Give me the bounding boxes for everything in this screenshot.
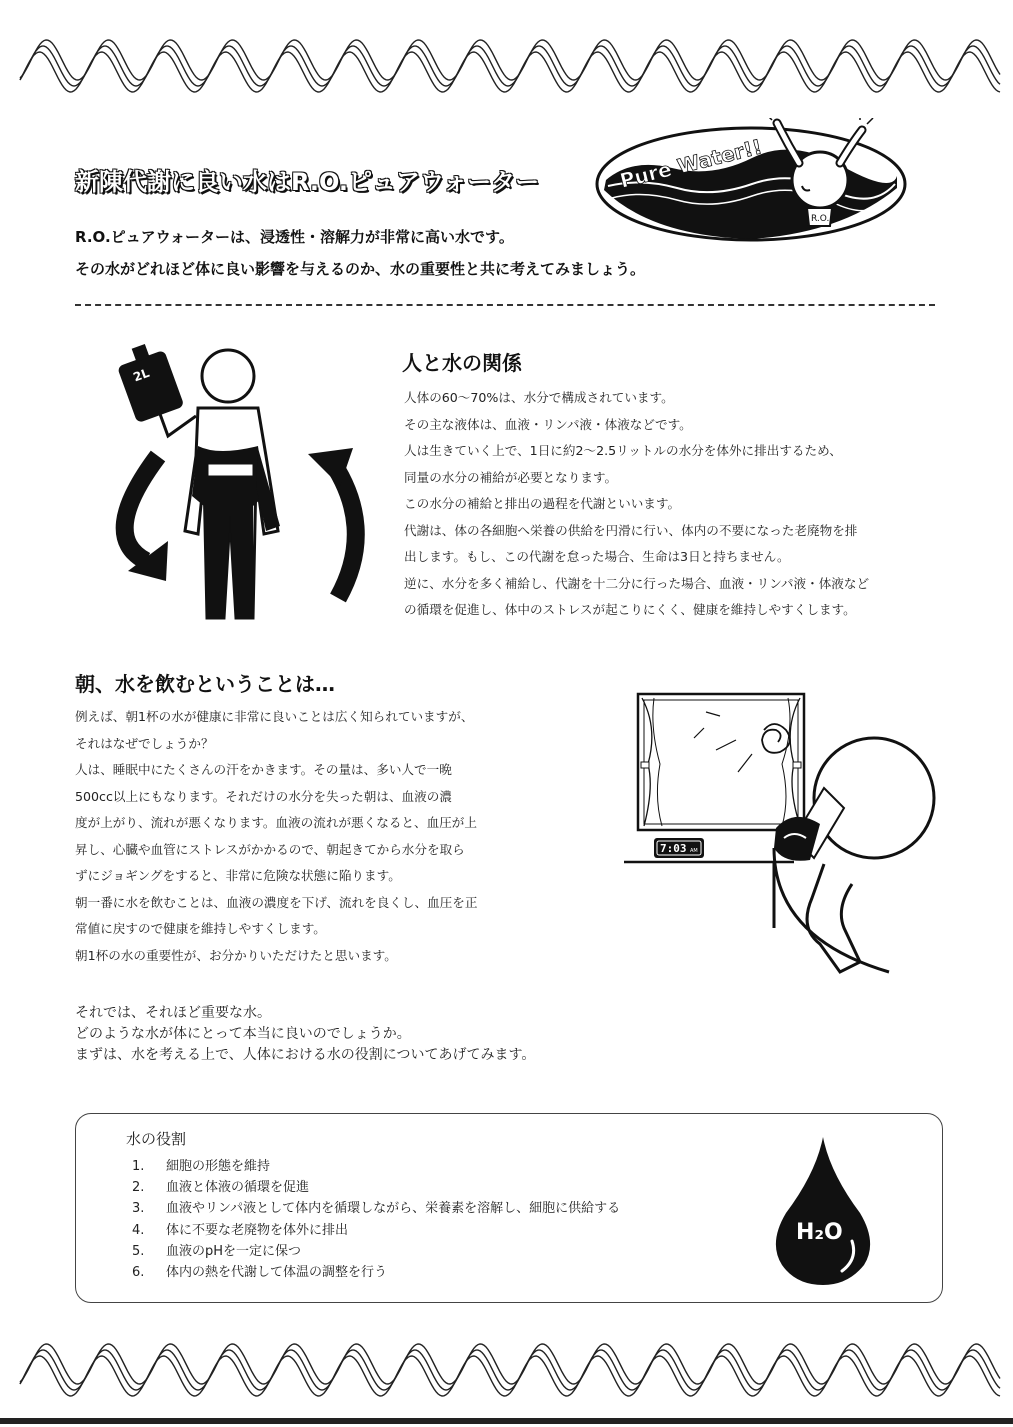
water-drop-icon xyxy=(768,1133,878,1288)
list-item xyxy=(132,1241,620,1262)
bottle-label: 2L xyxy=(131,365,152,385)
section2-body xyxy=(75,704,478,969)
list-item xyxy=(132,1198,620,1219)
section2-line: 常値に戻すので健康を維持しやすくします。 xyxy=(75,921,326,936)
water-roles-title: 水の役割 xyxy=(126,1130,187,1148)
person-drinking-illustration xyxy=(88,336,378,626)
section1-line: 出します。もし、この代謝を怠った場合、生命は3日と持ちません。 xyxy=(404,549,790,564)
closing-line: それでは、それほど重要な水。 xyxy=(75,1005,271,1021)
section1-line: 人は生きていく上で、1日に約2～2.5リットルの水分を体外に排出するため、 xyxy=(404,443,842,458)
closing-text xyxy=(75,1003,535,1066)
section2-line: ずにジョギングをすると、非常に危険な状態に陥ります。 xyxy=(75,868,401,883)
list-item-text: 血液やリンパ液として体内を循環しながら、栄養素を溶解し、細胞に供給する xyxy=(166,1201,621,1217)
section2-line: 朝一番に水を飲むことは、血液の濃度を下げ、流れを良くし、血圧を正 xyxy=(75,894,478,910)
list-item-number: 1. xyxy=(132,1159,145,1174)
list-item-number: 6. xyxy=(132,1265,145,1281)
morning-window-illustration xyxy=(624,688,949,978)
section1-line: 逆に、水分を多く補給し、代謝を十二分に行った場合、血液・リンパ液・体液など xyxy=(404,575,870,591)
bottom-wave-border xyxy=(0,1332,1013,1402)
section2-line: 例えば、朝1杯の水が健康に非常に良いことは広く知られていますが、 xyxy=(75,709,474,724)
drop-label: H₂O xyxy=(796,1220,843,1245)
section2-line: 朝1杯の水の重要性が、お分かりいただけたと思います。 xyxy=(75,947,397,963)
list-item-text: 細胞の形態を維持 xyxy=(166,1159,271,1174)
section2-line: 度が上がり、流れが悪くなります。血液の流れが悪くなると、血圧が上 xyxy=(75,815,477,830)
water-roles-list xyxy=(132,1156,620,1283)
bottom-edge-bar xyxy=(0,1418,1013,1424)
section2-line: 昇し、心臓や血管にストレスがかかるので、朝起きてから水分を取ら xyxy=(75,841,465,857)
clock-time: 7:03 xyxy=(660,842,687,855)
section-divider xyxy=(75,304,935,306)
section1-line: の循環を促進し、体中のストレスが起こりにくく、健康を維持しやすくします。 xyxy=(404,602,856,617)
list-item xyxy=(132,1156,620,1177)
section2-line: それはなぜでしょうか？ xyxy=(75,735,214,751)
section2-title: 朝、水を飲むということは… xyxy=(75,672,335,696)
section1-line: この水分の補給と排出の過程を代謝といいます。 xyxy=(404,496,681,511)
section1-line: 同量の水分の補給が必要となります。 xyxy=(404,469,618,485)
list-item xyxy=(132,1262,620,1283)
section1-line: 代謝は、体の各細胞へ栄養の供給を円滑に行い、体内の不要になった老廃物を排 xyxy=(404,522,858,538)
section2-line: 500cc以上にもなります。それだけの水分を失った朝は、血液の濃 xyxy=(75,788,452,804)
badge-text: Pure Water!! xyxy=(617,134,765,193)
list-item xyxy=(132,1177,620,1198)
list-item xyxy=(132,1220,620,1241)
section1-title: 人と水の関係 xyxy=(402,351,522,375)
intro-line-2: その水がどれほど体に良い影響を与えるのか、水の重要性と共に考えてみましょう。 xyxy=(75,260,646,278)
closing-line: まずは、水を考える上で、人体における水の役割についてあげてみます。 xyxy=(75,1047,536,1063)
top-wave-border xyxy=(0,28,1013,98)
section1-line: 人体の60～70%は、水分で構成されています。 xyxy=(404,390,674,405)
pure-water-badge xyxy=(592,118,910,246)
list-item-text: 血液のpHを一定に保つ xyxy=(166,1243,302,1259)
section1-body xyxy=(404,385,869,624)
section1-line: その主な液体は、血液・リンパ液・体液などです。 xyxy=(404,416,692,432)
list-item-number: 4. xyxy=(132,1222,145,1238)
list-item-number: 3. xyxy=(132,1201,145,1217)
clock-suffix: AM xyxy=(690,848,698,854)
list-item-text: 体に不要な老廃物を体外に排出 xyxy=(166,1222,349,1238)
list-item-number: 5. xyxy=(132,1243,145,1259)
badge-logo: R.O. xyxy=(811,214,830,224)
intro-line-1: R.O.ピュアウォーターは、浸透性・溶解力が非常に高い水です。 xyxy=(75,228,514,246)
section2-line: 人は、睡眠中にたくさんの汗をかきます。その量は、多い人で一晩 xyxy=(75,762,452,777)
page-title: 新陳代謝に良い水はR.O.ピュアウォーター xyxy=(75,168,540,196)
list-item-text: 血液と体液の循環を促進 xyxy=(166,1180,310,1196)
closing-line: どのような水が体にとって本当に良いのでしょうか。 xyxy=(75,1026,411,1042)
list-item-number: 2. xyxy=(132,1180,145,1196)
list-item-text: 体内の熱を代謝して体温の調整を行う xyxy=(166,1265,388,1281)
